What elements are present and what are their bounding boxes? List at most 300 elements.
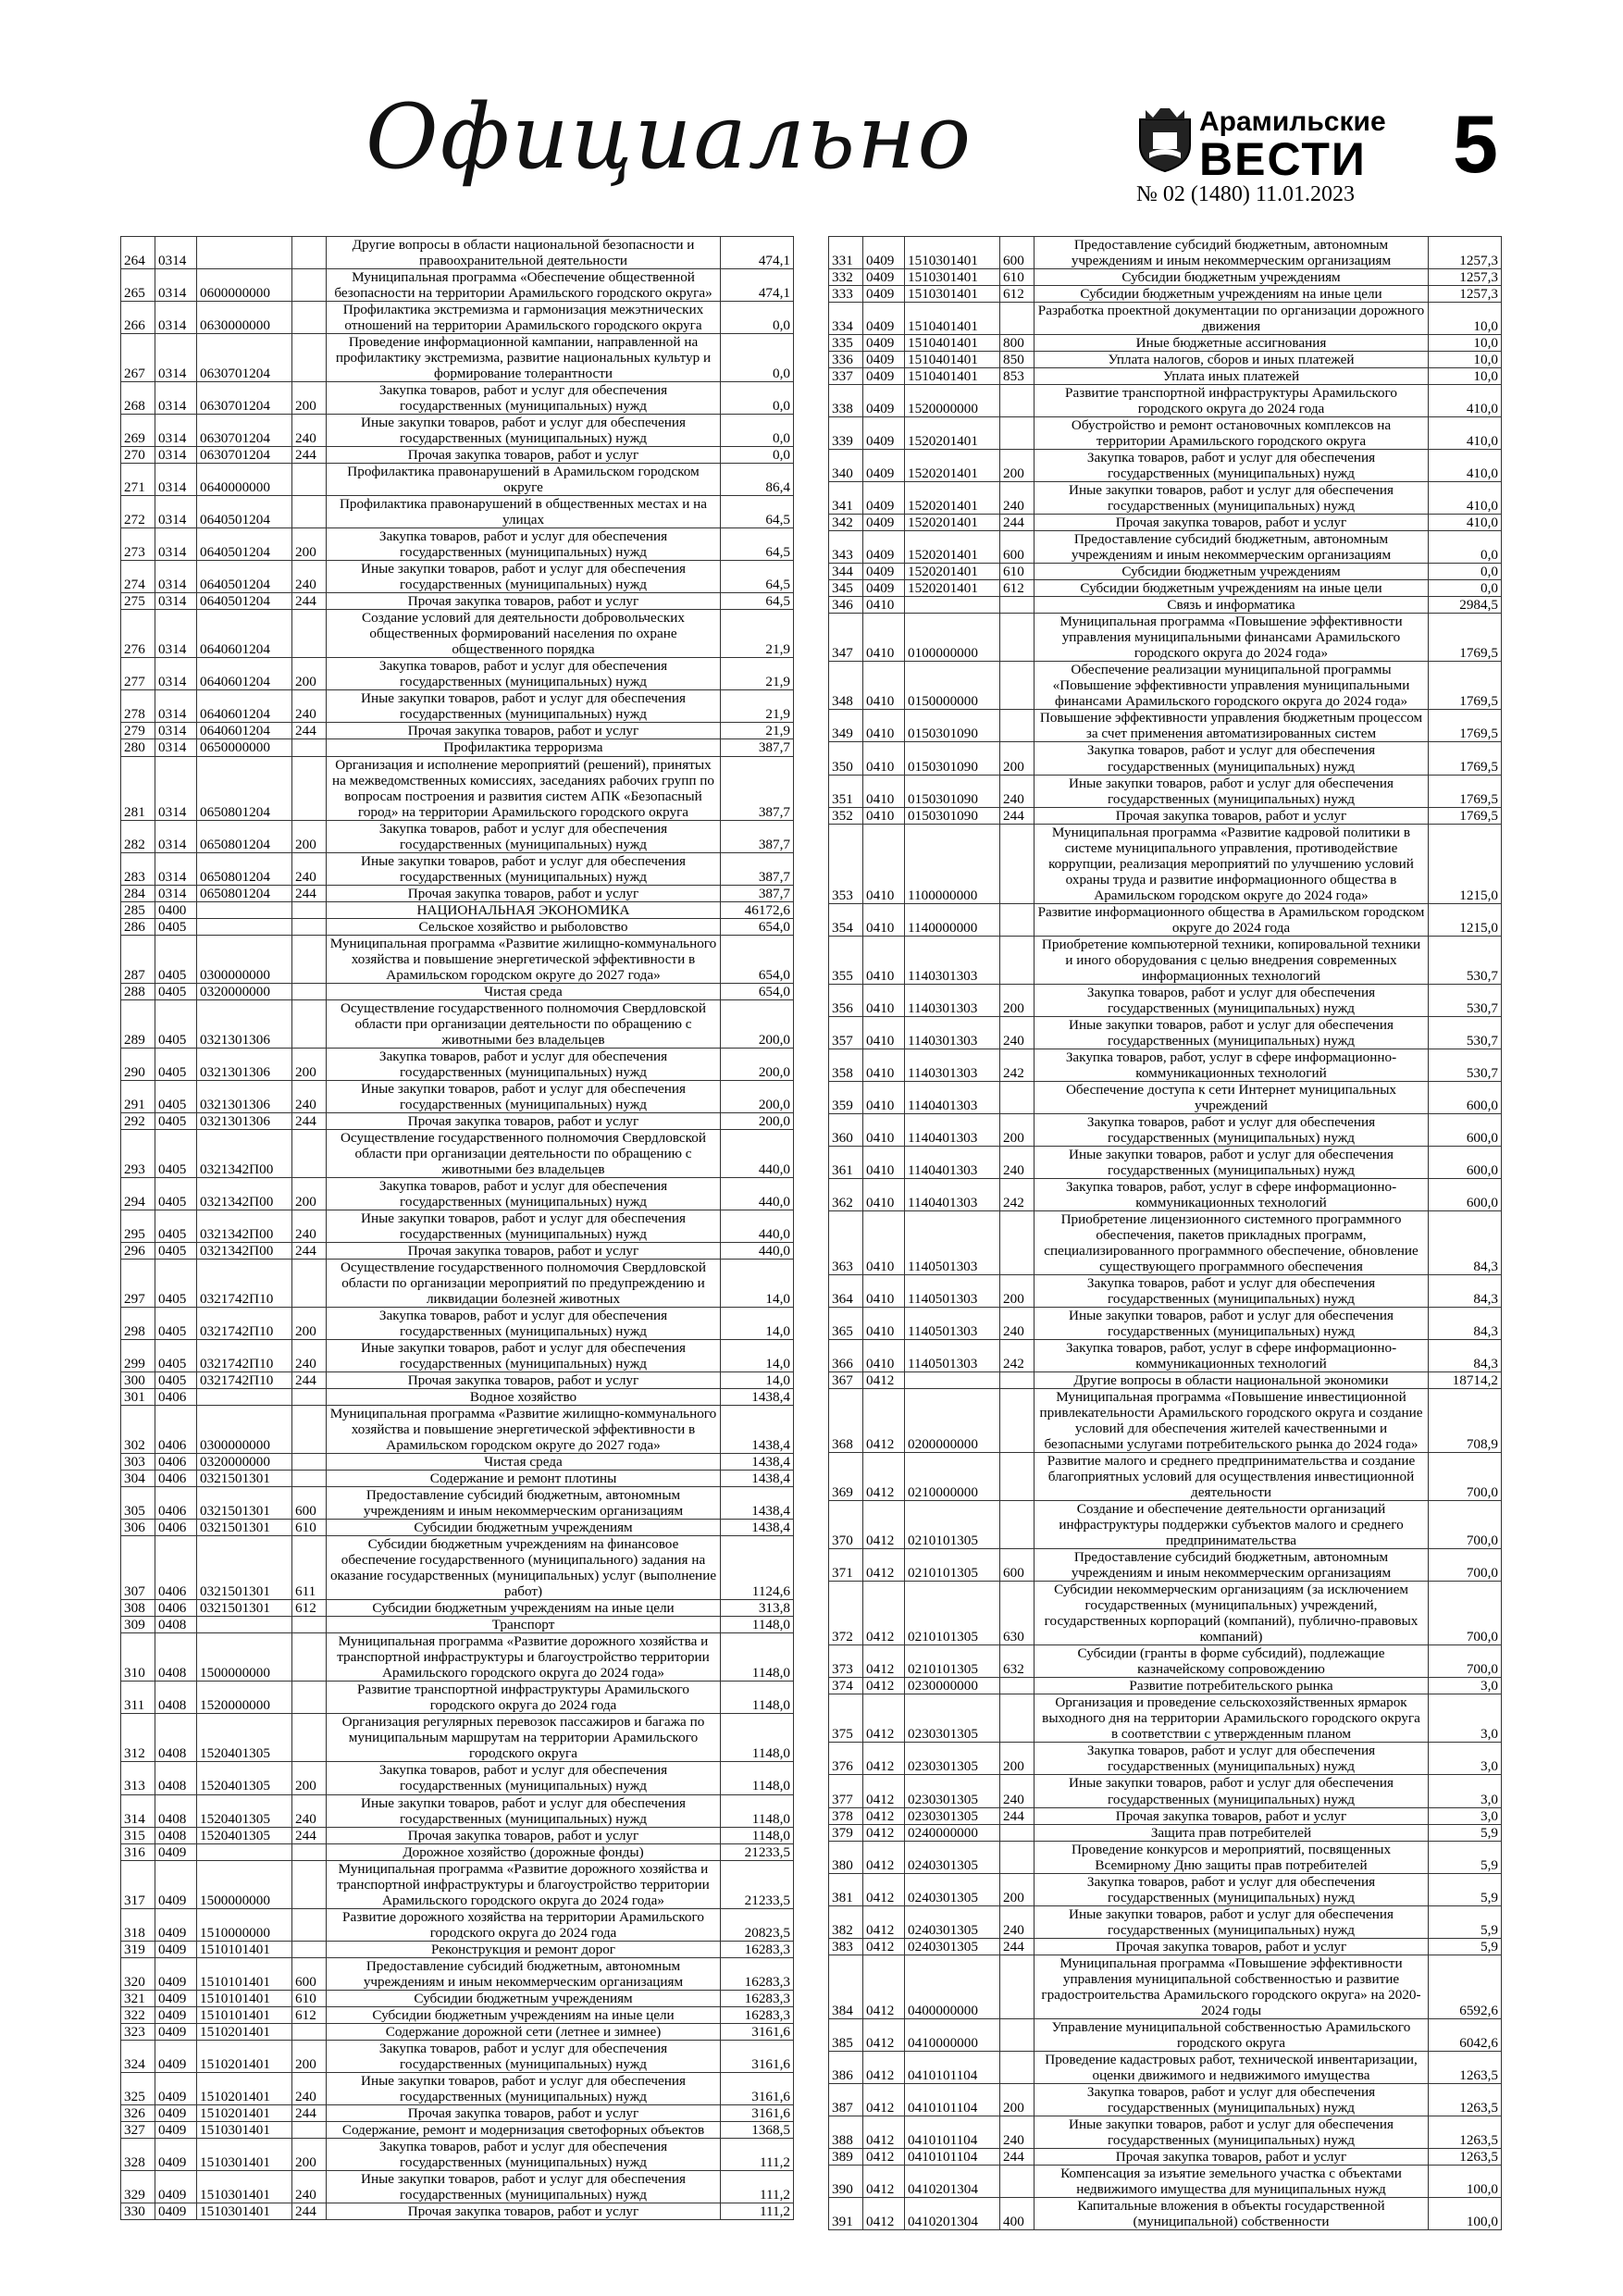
amount: 700,0 <box>1429 1582 1502 1645</box>
row-number: 386 <box>829 2051 863 2083</box>
expense-type-code: 244 <box>1000 2148 1035 2165</box>
table-row <box>829 1582 1502 1645</box>
expense-type-code <box>292 237 327 269</box>
target-code: 1510301401 <box>905 237 1000 269</box>
target-code: 0150301090 <box>905 710 1000 742</box>
target-code: 1100000000 <box>905 824 1000 903</box>
expense-type-code: 240 <box>1000 2116 1035 2148</box>
row-number: 313 <box>121 1762 155 1794</box>
expense-type-code <box>1000 1501 1035 1549</box>
target-code: 1510201401 <box>197 2023 292 2040</box>
expense-name: Субсидии бюджетным учреждениям <box>327 1520 721 1536</box>
expense-name: Организация регулярных перевозок пассажиров и багажа по муниципальным маршрутам на территории Арамильского городского округа <box>327 1714 721 1762</box>
target-code <box>197 1843 292 1860</box>
amount: 10,0 <box>1429 303 1502 335</box>
table-row <box>121 999 794 1048</box>
row-number: 373 <box>829 1645 863 1678</box>
expense-type-code: 240 <box>1000 1905 1035 1938</box>
section-code: 0314 <box>155 415 197 447</box>
amount: 1148,0 <box>721 1633 794 1682</box>
amount: 1769,5 <box>1429 742 1502 775</box>
page-number: 5 <box>1453 98 1498 190</box>
expense-name: Закупка товаров, работ и услуг для обеспечения государственных (муниципальных) нужд <box>327 1177 721 1210</box>
expense-type-code <box>292 1454 327 1471</box>
target-code: 0630701204 <box>197 447 292 464</box>
amount: 14,0 <box>721 1308 794 1340</box>
amount: 3,0 <box>1429 1807 1502 1824</box>
target-code <box>905 1372 1000 1389</box>
expense-type-code: 600 <box>292 1957 327 1990</box>
target-code: 1510301401 <box>197 2138 292 2170</box>
table-row <box>829 1955 1502 2018</box>
expense-type-code <box>292 739 327 756</box>
expense-name: Транспорт <box>327 1617 721 1633</box>
amount: 20823,5 <box>721 1908 794 1941</box>
amount: 530,7 <box>1429 1016 1502 1049</box>
table-row <box>121 1406 794 1454</box>
right-column <box>828 236 1502 2230</box>
expense-type-code: 200 <box>1000 1275 1035 1308</box>
amount: 654,0 <box>721 983 794 999</box>
target-code: 0150301090 <box>905 807 1000 824</box>
table-row <box>121 1177 794 1210</box>
target-code: 1520201401 <box>905 450 1000 482</box>
expense-name: Профилактика правонарушений в общественных местах и на улицах <box>327 496 721 528</box>
expense-type-code: 610 <box>292 1990 327 2006</box>
expense-type-code: 242 <box>1000 1049 1035 1081</box>
row-number: 388 <box>829 2116 863 2148</box>
row-number: 317 <box>121 1860 155 1908</box>
amount: 16283,3 <box>721 1957 794 1990</box>
section-code: 0409 <box>863 482 905 515</box>
row-number: 368 <box>829 1389 863 1453</box>
table-row <box>829 1146 1502 1178</box>
table-row <box>121 464 794 496</box>
section-code: 0314 <box>155 593 197 610</box>
expense-type-code: 200 <box>1000 1743 1035 1775</box>
expense-name: Обеспечение доступа к сети Интернет муниципальных учреждений <box>1035 1081 1429 1113</box>
section-code: 0314 <box>155 237 197 269</box>
target-code: 0630701204 <box>197 334 292 382</box>
section-code: 0314 <box>155 610 197 658</box>
table-row <box>829 286 1502 303</box>
section-code: 0406 <box>155 1520 197 1536</box>
row-number: 340 <box>829 450 863 482</box>
table-row <box>121 1487 794 1520</box>
expense-type-code <box>292 935 327 983</box>
table-row <box>121 1520 794 1536</box>
table-row <box>829 2148 1502 2165</box>
row-number: 268 <box>121 382 155 415</box>
amount: 3,0 <box>1429 1775 1502 1807</box>
table-row <box>829 984 1502 1016</box>
amount: 1124,6 <box>721 1536 794 1600</box>
table-row <box>829 417 1502 450</box>
target-code: 0600000000 <box>197 269 292 302</box>
expense-type-code <box>1000 936 1035 984</box>
expense-type-code <box>1000 1694 1035 1743</box>
expense-type-code: 630 <box>1000 1582 1035 1645</box>
table-row <box>121 1210 794 1242</box>
target-code: 1510201401 <box>197 2104 292 2121</box>
row-number: 302 <box>121 1406 155 1454</box>
target-code: 0640601204 <box>197 610 292 658</box>
target-code: 1140301303 <box>905 1049 1000 1081</box>
amount: 1148,0 <box>721 1827 794 1843</box>
amount: 3,0 <box>1429 1678 1502 1694</box>
row-number: 380 <box>829 1841 863 1873</box>
expense-type-code <box>1000 1955 1035 2018</box>
section-code: 0405 <box>155 1210 197 1242</box>
table-row <box>121 1957 794 1990</box>
target-code: 0630701204 <box>197 382 292 415</box>
target-code: 0321342П00 <box>197 1177 292 1210</box>
target-code: 0210101305 <box>905 1549 1000 1582</box>
expense-name: Осуществление государственного полномочия Свердловской области по организации мероприятий по предупреждению и ликвидации болезней животных <box>327 1259 721 1307</box>
amount: 0,0 <box>721 447 794 464</box>
expense-type-code <box>292 1471 327 1487</box>
row-number: 334 <box>829 303 863 335</box>
row-number: 326 <box>121 2104 155 2121</box>
section-code: 0410 <box>863 597 905 614</box>
row-number: 376 <box>829 1743 863 1775</box>
table-row <box>829 1807 1502 1824</box>
expense-type-code: 200 <box>292 2138 327 2170</box>
target-code <box>197 1389 292 1406</box>
target-code: 0210101305 <box>905 1501 1000 1549</box>
table-row <box>829 269 1502 286</box>
section-code: 0405 <box>155 1112 197 1129</box>
target-code: 1520201401 <box>905 564 1000 580</box>
amount: 1148,0 <box>721 1714 794 1762</box>
table-row <box>829 936 1502 984</box>
expense-name: Развитие потребительского рынка <box>1035 1678 1429 1694</box>
row-number: 338 <box>829 385 863 417</box>
row-number: 277 <box>121 658 155 690</box>
expense-type-code <box>1000 2165 1035 2197</box>
target-code: 0321501301 <box>197 1471 292 1487</box>
table-row <box>829 368 1502 385</box>
table-row <box>121 2170 794 2203</box>
row-number: 370 <box>829 1501 863 1549</box>
amount: 1769,5 <box>1429 775 1502 807</box>
row-number: 311 <box>121 1682 155 1714</box>
row-number: 301 <box>121 1389 155 1406</box>
section-code: 0409 <box>863 237 905 269</box>
section-code: 0406 <box>155 1389 197 1406</box>
target-code: 1520401305 <box>197 1827 292 1843</box>
amount: 1438,4 <box>721 1520 794 1536</box>
amount: 111,2 <box>721 2170 794 2203</box>
table-row <box>121 610 794 658</box>
table-row <box>829 1178 1502 1210</box>
table-row <box>829 1873 1502 1905</box>
amount: 64,5 <box>721 528 794 561</box>
row-number: 286 <box>121 918 155 935</box>
target-code: 0321501301 <box>197 1520 292 1536</box>
table-row <box>829 2165 1502 2197</box>
row-number: 357 <box>829 1016 863 1049</box>
table-row <box>121 1112 794 1129</box>
section-code: 0314 <box>155 302 197 334</box>
expense-name: Субсидии бюджетным учреждениям на иные цели <box>1035 286 1429 303</box>
expense-type-code <box>1000 1081 1035 1113</box>
expense-type-code: 850 <box>1000 352 1035 368</box>
table-row <box>829 1824 1502 1841</box>
table-row <box>121 918 794 935</box>
expense-type-code: 244 <box>1000 1807 1035 1824</box>
amount: 387,7 <box>721 885 794 901</box>
table-row <box>121 1762 794 1794</box>
amount: 84,3 <box>1429 1340 1502 1372</box>
table-row <box>121 739 794 756</box>
table-row <box>121 1389 794 1406</box>
row-number: 266 <box>121 302 155 334</box>
section-code: 0406 <box>155 1406 197 1454</box>
table-row <box>121 1617 794 1633</box>
row-number: 358 <box>829 1049 863 1081</box>
section-code: 0314 <box>155 756 197 820</box>
expense-type-code: 244 <box>292 1827 327 1843</box>
expense-name: Приобретение компьютерной техники, копировальной техники и иного оборудования с целью внедрения современных информационных технологий <box>1035 936 1429 984</box>
target-code: 1510401401 <box>905 335 1000 352</box>
expense-type-code: 200 <box>1000 1113 1035 1146</box>
expense-type-code: 244 <box>292 2203 327 2219</box>
expense-type-code: 240 <box>292 1210 327 1242</box>
expense-name: Иные закупки товаров, работ и услуг для обеспечения государственных (муниципальных) нужд <box>1035 1016 1429 1049</box>
row-number: 346 <box>829 597 863 614</box>
amount: 1215,0 <box>1429 824 1502 903</box>
expense-name: Иные закупки товаров, работ и услуг для обеспечения государственных (муниципальных) нужд <box>327 2170 721 2203</box>
row-number: 284 <box>121 885 155 901</box>
section-code: 0408 <box>155 1827 197 1843</box>
expense-type-code <box>1000 597 1035 614</box>
row-number: 274 <box>121 561 155 593</box>
expense-type-code: 200 <box>292 1308 327 1340</box>
target-code: 1140401303 <box>905 1146 1000 1178</box>
target-code: 0410101104 <box>905 2116 1000 2148</box>
table-row <box>121 1242 794 1259</box>
section-code: 0410 <box>863 742 905 775</box>
section-code: 0412 <box>863 1372 905 1389</box>
expense-name: Иные закупки товаров, работ и услуг для обеспечения государственных (муниципальных) нужд <box>327 561 721 593</box>
row-number: 323 <box>121 2023 155 2040</box>
target-code: 1520401305 <box>197 1794 292 1827</box>
table-row <box>121 885 794 901</box>
section-code: 0409 <box>155 1908 197 1941</box>
row-number: 304 <box>121 1471 155 1487</box>
section-code: 0400 <box>155 901 197 918</box>
table-row <box>121 1827 794 1843</box>
amount: 21,9 <box>721 690 794 723</box>
expense-type-code <box>292 1633 327 1682</box>
expense-type-code: 853 <box>1000 368 1035 385</box>
row-number: 344 <box>829 564 863 580</box>
target-code <box>905 597 1000 614</box>
row-number: 389 <box>829 2148 863 2165</box>
section-code: 0314 <box>155 852 197 885</box>
expense-type-code: 244 <box>292 593 327 610</box>
section-code: 0409 <box>155 2138 197 2170</box>
amount: 1368,5 <box>721 2121 794 2138</box>
section-code: 0410 <box>863 1113 905 1146</box>
expense-name: Другие вопросы в области национальной безопасности и правоохранительной деятельности <box>327 237 721 269</box>
section-code: 0409 <box>863 450 905 482</box>
table-row <box>121 415 794 447</box>
amount: 5,9 <box>1429 1841 1502 1873</box>
row-number: 282 <box>121 820 155 852</box>
target-code: 1510301401 <box>197 2203 292 2219</box>
expense-name: Закупка товаров, работ и услуг для обеспечения государственных (муниципальных) нужд <box>327 1762 721 1794</box>
section-code: 0409 <box>863 417 905 450</box>
table-row <box>829 1049 1502 1081</box>
section-code: 0314 <box>155 447 197 464</box>
amount: 1148,0 <box>721 1762 794 1794</box>
expense-type-code: 200 <box>292 382 327 415</box>
expense-name: Закупка товаров, работ и услуг для обеспечения государственных (муниципальных) нужд <box>1035 742 1429 775</box>
expense-name: Прочая закупка товаров, работ и услуг <box>327 1827 721 1843</box>
expense-name: Чистая среда <box>327 1454 721 1471</box>
target-code <box>197 901 292 918</box>
row-number: 387 <box>829 2083 863 2116</box>
section-code: 0405 <box>155 1129 197 1177</box>
amount: 64,5 <box>721 561 794 593</box>
row-number: 283 <box>121 852 155 885</box>
target-code: 0200000000 <box>905 1389 1000 1453</box>
table-row <box>829 515 1502 531</box>
section-code: 0314 <box>155 496 197 528</box>
expense-type-code <box>292 334 327 382</box>
row-number: 278 <box>121 690 155 723</box>
section-code: 0409 <box>155 2203 197 2219</box>
amount: 86,4 <box>721 464 794 496</box>
amount: 21233,5 <box>721 1843 794 1860</box>
expense-type-code <box>292 269 327 302</box>
amount: 700,0 <box>1429 1645 1502 1678</box>
logo-top-text: Арамильские <box>1199 106 1386 137</box>
amount: 16283,3 <box>721 1941 794 1957</box>
row-number: 321 <box>121 1990 155 2006</box>
table-row <box>121 2040 794 2072</box>
section-code: 0409 <box>863 564 905 580</box>
expense-type-code: 200 <box>292 1048 327 1080</box>
expense-name: Муниципальная программа «Повышение эффективности управления муниципальной собственностью и развитие градостроительства Арамильского городского округа» на 2020-2024 годы <box>1035 1955 1429 2018</box>
target-code: 1140301303 <box>905 984 1000 1016</box>
expense-name: Иные бюджетные ассигнования <box>1035 335 1429 352</box>
section-code: 0409 <box>863 352 905 368</box>
section-code: 0314 <box>155 885 197 901</box>
target-code: 0321301306 <box>197 1048 292 1080</box>
amount: 200,0 <box>721 1080 794 1112</box>
target-code: 1510101401 <box>197 1957 292 1990</box>
expense-type-code: 244 <box>292 2104 327 2121</box>
amount: 1438,4 <box>721 1471 794 1487</box>
amount: 410,0 <box>1429 417 1502 450</box>
table-row <box>829 662 1502 710</box>
expense-name: Прочая закупка товаров, работ и услуг <box>1035 1807 1429 1824</box>
section-code: 0410 <box>863 1146 905 1178</box>
amount: 100,0 <box>1429 2197 1502 2229</box>
target-code: 0321501301 <box>197 1600 292 1617</box>
row-number: 333 <box>829 286 863 303</box>
amount: 1215,0 <box>1429 903 1502 936</box>
row-number: 307 <box>121 1536 155 1600</box>
expense-type-code: 242 <box>1000 1340 1035 1372</box>
expense-name: Иные закупки товаров, работ и услуг для обеспечения государственных (муниципальных) нужд <box>327 690 721 723</box>
row-number: 359 <box>829 1081 863 1113</box>
amount: 1438,4 <box>721 1389 794 1406</box>
expense-name: Иные закупки товаров, работ и услуг для обеспечения государственных (муниципальных) нужд <box>327 1340 721 1372</box>
expense-type-code: 244 <box>1000 1938 1035 1955</box>
row-number: 300 <box>121 1372 155 1389</box>
row-number: 270 <box>121 447 155 464</box>
section-code: 0409 <box>863 368 905 385</box>
table-row <box>829 1645 1502 1678</box>
section-code: 0412 <box>863 2197 905 2229</box>
section-code: 0409 <box>863 269 905 286</box>
coat-of-arms-icon <box>1136 106 1194 173</box>
table-row <box>121 528 794 561</box>
amount: 600,0 <box>1429 1113 1502 1146</box>
section-code: 0405 <box>155 1177 197 1210</box>
table-row <box>829 1308 1502 1340</box>
expense-type-code <box>292 302 327 334</box>
expense-type-code <box>1000 1841 1035 1873</box>
amount: 3161,6 <box>721 2040 794 2072</box>
target-code: 1140301303 <box>905 936 1000 984</box>
table-row <box>829 1501 1502 1549</box>
row-number: 310 <box>121 1633 155 1682</box>
expense-name: Уплата иных платежей <box>1035 368 1429 385</box>
table-row <box>829 1841 1502 1873</box>
expense-type-code: 612 <box>1000 580 1035 597</box>
expense-type-code: 200 <box>292 1762 327 1794</box>
section-code: 0406 <box>155 1600 197 1617</box>
table-row <box>829 482 1502 515</box>
table-row <box>121 302 794 334</box>
row-number: 276 <box>121 610 155 658</box>
table-row <box>829 580 1502 597</box>
table-row <box>121 1843 794 1860</box>
amount: 18714,2 <box>1429 1372 1502 1389</box>
section-code: 0408 <box>155 1762 197 1794</box>
target-code: 0640501204 <box>197 496 292 528</box>
row-number: 280 <box>121 739 155 756</box>
row-number: 269 <box>121 415 155 447</box>
target-code: 0321301306 <box>197 1112 292 1129</box>
amount: 14,0 <box>721 1259 794 1307</box>
table-row <box>121 1129 794 1177</box>
expense-name: Иные закупки товаров, работ и услуг для обеспечения государственных (муниципальных) нужд <box>327 1080 721 1112</box>
expense-name: Предоставление субсидий бюджетным, автономным учреждениям и иным некоммерческим организациям <box>1035 1549 1429 1582</box>
row-number: 336 <box>829 352 863 368</box>
target-code: 1510401401 <box>905 352 1000 368</box>
section-code: 0410 <box>863 1049 905 1081</box>
table-row <box>829 1775 1502 1807</box>
table-row <box>829 1081 1502 1113</box>
target-code: 0630701204 <box>197 415 292 447</box>
expense-name: Муниципальная программа «Повышение инвестиционной привлекательности Арамильского городского округа и создание условий для обеспечения жителей качественными и безопасными услугами потребительского рынка до 2024 года» <box>1035 1389 1429 1453</box>
target-code: 1140501303 <box>905 1275 1000 1308</box>
section-code: 0412 <box>863 1694 905 1743</box>
section-code: 0405 <box>155 935 197 983</box>
row-number: 365 <box>829 1308 863 1340</box>
row-number: 345 <box>829 580 863 597</box>
section-code: 0410 <box>863 824 905 903</box>
table-row <box>829 903 1502 936</box>
table-row <box>121 658 794 690</box>
target-code: 0650801204 <box>197 852 292 885</box>
